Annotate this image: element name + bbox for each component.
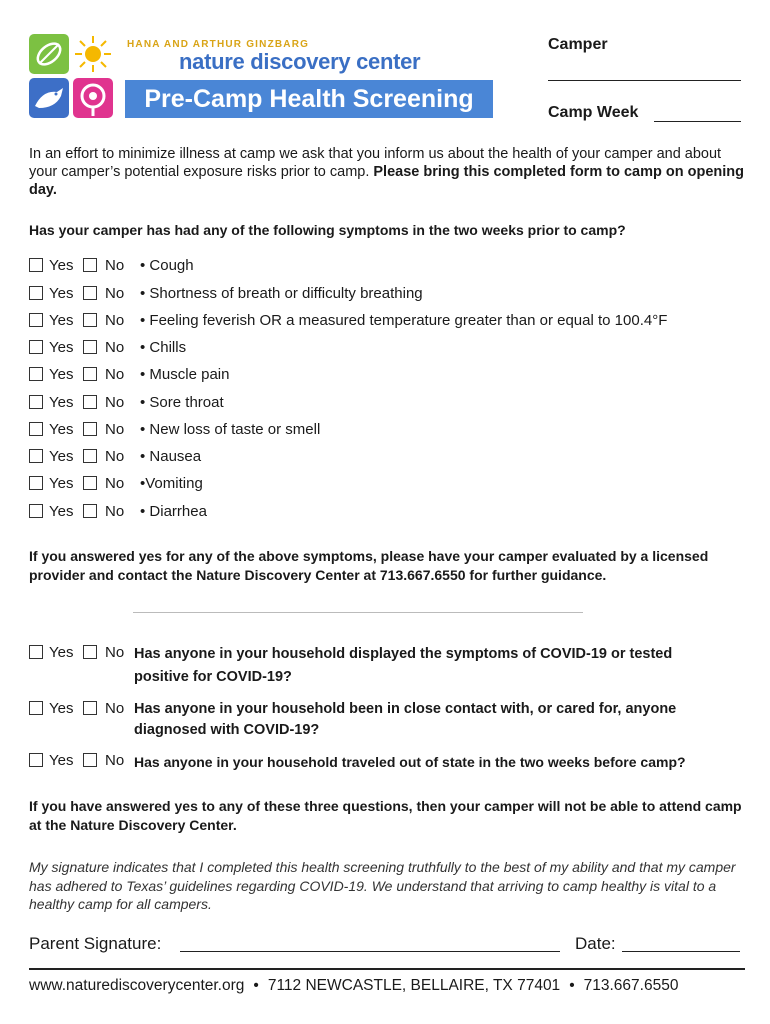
yes-label: Yes	[49, 366, 74, 383]
no-label: No	[105, 475, 125, 492]
signature-statement: My signature indicates that I completed this health screening truthfully to the best of my ability and that my camper has adhered to Texas’ guidelines regarding COVID-19. We understand that arriving to camp healthy is vital to a healthy camp for all campers.	[29, 859, 736, 912]
symptom-label: • Chills	[140, 339, 187, 356]
yes-label: Yes	[49, 339, 74, 356]
no-checkbox[interactable]	[83, 340, 97, 354]
no-label: No	[105, 394, 125, 411]
yes-label: Yes	[49, 421, 74, 438]
yes-checkbox[interactable]	[29, 313, 43, 327]
symptom-question: Has your camper has had any of the following symptoms in the two weeks prior to camp?	[29, 222, 626, 238]
yes-checkbox[interactable]	[29, 449, 43, 463]
no-checkbox[interactable]	[83, 395, 97, 409]
symptom-label: • Feeling feverish OR a measured temperature greater than or equal to 100.4°F	[140, 312, 668, 329]
flower-tile-icon	[73, 78, 113, 118]
no-checkbox[interactable]	[83, 449, 97, 463]
symptom-label: •Vomiting	[140, 475, 203, 492]
symptom-label: • Muscle pain	[140, 366, 230, 383]
no-checkbox[interactable]	[83, 286, 97, 300]
sun-tile-icon	[73, 34, 113, 74]
brand-name: nature discovery center	[179, 49, 421, 74]
no-checkbox[interactable]	[83, 701, 97, 715]
camp-week-field[interactable]	[654, 121, 741, 122]
no-label: No	[105, 285, 125, 302]
no-label: No	[105, 644, 125, 661]
symptom-label: • Sore throat	[140, 394, 224, 411]
symptom-label: • Nausea	[140, 448, 202, 465]
parent-signature-label: Parent Signature:	[29, 934, 162, 953]
no-checkbox[interactable]	[83, 645, 97, 659]
household-question-text: Has anyone in your household been in close contact with, or cared for, anyone diagnosed with COVID-19?	[134, 701, 677, 738]
household-question-text: Has anyone in your household traveled out of state in the two weeks before camp?	[134, 754, 686, 770]
footer-address: 7112 NEWCASTLE, BELLAIRE, TX 77401	[267, 977, 561, 994]
yes-label: Yes	[49, 752, 74, 769]
no-label: No	[105, 366, 125, 383]
yes-label: Yes	[49, 475, 74, 492]
no-checkbox[interactable]	[83, 367, 97, 381]
yes-checkbox[interactable]	[29, 753, 43, 767]
no-label: No	[105, 312, 125, 329]
no-label: No	[105, 503, 125, 520]
no-label: No	[105, 752, 125, 769]
symptom-label: • Shortness of breath or difficulty breathing	[140, 285, 423, 302]
camper-name-field[interactable]	[548, 80, 741, 81]
no-label: No	[105, 339, 125, 356]
footer-divider	[29, 968, 745, 970]
footer-separator: •	[569, 977, 575, 994]
no-checkbox[interactable]	[83, 753, 97, 767]
no-checkbox[interactable]	[83, 422, 97, 436]
yes-checkbox[interactable]	[29, 701, 43, 715]
yes-label: Yes	[49, 285, 74, 302]
yes-checkbox[interactable]	[29, 476, 43, 490]
symptom-label: • New loss of taste or smell	[140, 421, 321, 438]
footer-website: www.naturediscoverycenter.org	[29, 977, 245, 994]
no-label: No	[105, 700, 125, 717]
yes-label: Yes	[49, 644, 74, 661]
yes-label: Yes	[49, 448, 74, 465]
footer-separator: •	[253, 977, 259, 994]
date-label: Date:	[575, 934, 616, 953]
yes-checkbox[interactable]	[29, 504, 43, 518]
household-warning: If you have answered yes to any of these three questions, then your camper will not be able to attend camp at the Nature Discovery Center.	[29, 798, 742, 833]
yes-checkbox[interactable]	[29, 286, 43, 300]
no-checkbox[interactable]	[83, 258, 97, 272]
form-title: Pre-Camp Health Screening	[125, 80, 493, 118]
yes-label: Yes	[49, 257, 74, 274]
yes-checkbox[interactable]	[29, 395, 43, 409]
symptom-warning: If you answered yes for any of the above symptoms, please have your camper evaluated by a licensed provider and contact the Nature Discovery Center at 713.667.6550 for further guidance.	[29, 548, 709, 583]
no-label: No	[105, 448, 125, 465]
no-label: No	[105, 421, 125, 438]
bird-tile-icon	[29, 78, 69, 118]
symptom-label: • Diarrhea	[140, 503, 207, 520]
intro-paragraph	[29, 145, 749, 199]
yes-checkbox[interactable]	[29, 422, 43, 436]
no-checkbox[interactable]	[83, 476, 97, 490]
symptom-label: • Cough	[140, 257, 194, 274]
nature-center-logo	[29, 34, 113, 118]
yes-checkbox[interactable]	[29, 340, 43, 354]
brand-subtitle: HANA AND ARTHUR GINZBARG	[127, 39, 310, 50]
yes-label: Yes	[49, 503, 74, 520]
intro-bold-text: Please bring this completed form to camp on opening day.	[29, 164, 744, 198]
yes-checkbox[interactable]	[29, 258, 43, 272]
camper-label: Camper	[548, 36, 608, 53]
yes-label: Yes	[49, 700, 74, 717]
no-checkbox[interactable]	[83, 504, 97, 518]
camp-week-label: Camp Week	[548, 104, 639, 121]
yes-label: Yes	[49, 394, 74, 411]
footer-phone: 713.667.6550	[583, 977, 679, 994]
no-checkbox[interactable]	[83, 313, 97, 327]
footer	[29, 977, 749, 995]
parent-signature-field[interactable]	[180, 951, 560, 952]
yes-label: Yes	[49, 312, 74, 329]
intro-text: In an effort to minimize illness at camp we ask that you inform us about the health of your camper and about your camper’s potential exposure risks prior to camp.	[29, 146, 722, 180]
household-question-text: Has anyone in your household displayed the symptoms of COVID-19 or tested positive for COVID-19?	[134, 646, 673, 685]
date-field[interactable]	[622, 951, 740, 952]
yes-checkbox[interactable]	[29, 645, 43, 659]
section-divider	[133, 612, 583, 613]
no-label: No	[105, 257, 125, 274]
yes-checkbox[interactable]	[29, 367, 43, 381]
leaf-tile-icon	[29, 34, 69, 74]
